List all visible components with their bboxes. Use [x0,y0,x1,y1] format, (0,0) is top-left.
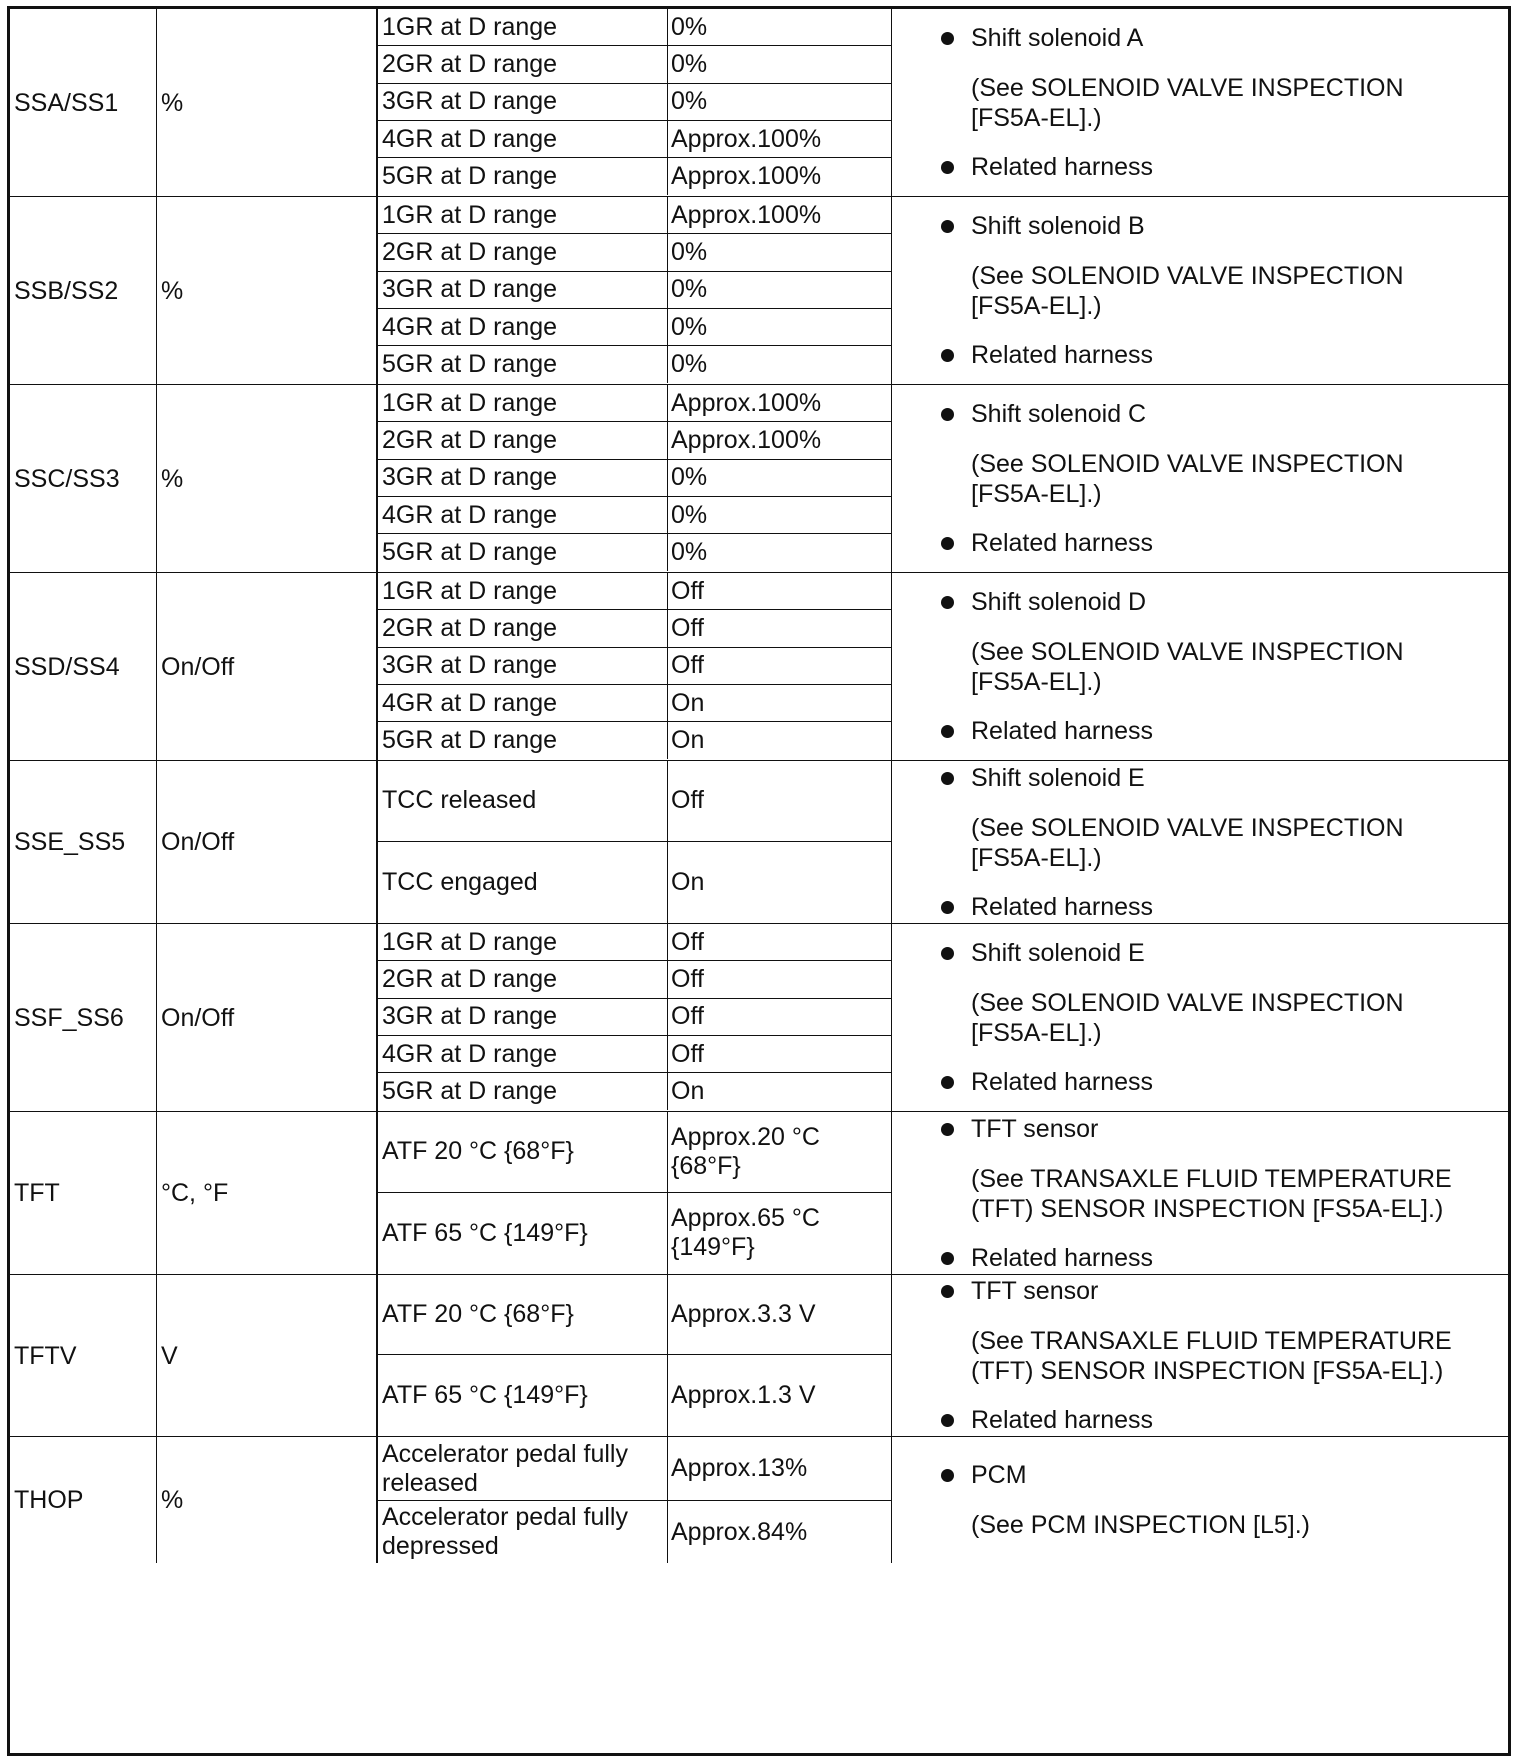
column-divider [667,999,668,1035]
condition-text: 5GR at D range [382,350,558,379]
check-item-cell [892,761,1508,923]
column-divider [667,422,668,458]
condition-row [378,272,892,309]
column-divider [667,385,668,421]
specified-value: Off [671,786,704,815]
condition-row [378,685,892,722]
specified-value: 0% [671,87,708,116]
monitor-item-name: SSD/SS4 [14,652,120,681]
table-row [10,924,1508,1112]
related-harness-text: Related harness [971,341,1154,369]
bullet-icon [941,408,954,421]
column-divider [667,722,668,759]
column-divider [667,197,668,233]
specified-value: Approx.65 °C {149°F} [671,1204,820,1262]
bullet-icon [941,220,954,233]
specified-value: On [671,726,705,755]
related-harness-text: Related harness [971,1068,1154,1096]
column-divider [667,1193,668,1274]
monitor-item-cell [10,1112,157,1274]
condition-text: 4GR at D range [382,1039,558,1068]
monitor-item-cell [10,573,157,760]
specified-value: Approx.1.3 V [671,1380,816,1409]
check-item-list [892,197,1508,384]
column-divider [667,685,668,721]
inspection-reference: (See TRANSAXLE FLUID TEMPERATURE (TFT) SENSOR INSPECTION [FS5A-EL].) [971,1327,1452,1385]
check-bullet-text: Shift solenoid E [971,763,1145,792]
related-harness-text: Related harness [971,1406,1154,1434]
related-harness-item [892,1067,1508,1097]
table-row [10,197,1508,385]
specified-value: Approx.20 °C {68°F} [671,1122,820,1180]
monitor-item-cell [10,1275,157,1436]
unit-cell [157,1275,378,1436]
check-item-cell [892,573,1508,760]
condition-text: 5GR at D range [382,538,558,567]
check-bullet-text: PCM [971,1461,1027,1489]
related-harness-text: Related harness [971,892,1154,921]
condition-text: ATF 20 °C {68°F} [382,1137,574,1166]
unit-cell [157,924,378,1111]
column-divider [667,46,668,82]
related-harness-item [892,716,1508,746]
specified-value: 0% [671,312,708,341]
table-row [10,385,1508,573]
specified-value: 0% [671,275,708,304]
check-item-cell [892,1437,1508,1563]
condition-block [378,924,892,1111]
condition-text: Accelerator pedal fully depressed [382,1503,628,1560]
condition-row [378,84,892,121]
condition-row [378,1501,892,1563]
unit-label: On/Off [161,828,235,856]
condition-text: 4GR at D range [382,500,558,529]
condition-row [378,610,892,647]
column-divider [667,573,668,609]
specified-value: On [671,688,705,717]
condition-block [378,761,892,923]
specified-value: 0% [671,350,708,379]
column-divider [667,9,668,45]
condition-text: 4GR at D range [382,124,558,153]
specified-value: Approx.100% [671,124,822,153]
specified-value: 0% [671,49,708,78]
unit-label: % [161,464,184,493]
inspection-reference: (See PCM INSPECTION [L5].) [971,1511,1310,1539]
condition-text: 2GR at D range [382,237,558,266]
table-row [10,1275,1508,1437]
table-row [10,1437,1508,1563]
monitor-item-name: TFTV [14,1341,77,1370]
monitor-item-name: SSA/SS1 [14,88,119,117]
condition-text: 2GR at D range [382,964,558,993]
unit-label: On/Off [161,1003,235,1032]
related-harness-text: Related harness [971,153,1154,181]
condition-row [378,722,892,759]
unit-label: °C, °F [161,1179,229,1207]
condition-text: 3GR at D range [382,463,558,492]
inspection-reference: (See SOLENOID VALVE INSPECTION [FS5A-EL].) [971,262,1404,320]
condition-row [378,422,892,459]
column-divider [667,1501,668,1563]
specified-value: 0% [671,237,708,266]
monitor-item-cell [10,924,157,1111]
check-bullet-item [892,1114,1508,1144]
monitor-item-cell [10,761,157,923]
table-row [10,9,1508,197]
condition-row [378,961,892,998]
bullet-icon [941,901,954,914]
bullet-icon [941,596,954,609]
unit-label: % [161,88,184,117]
bullet-icon [941,1285,954,1298]
check-item-cell [892,385,1508,572]
unit-cell [157,385,378,572]
condition-row [378,9,892,46]
check-bullet-text: Shift solenoid D [971,588,1147,616]
specified-value: Approx.13% [671,1454,808,1482]
bullet-icon [941,772,954,785]
specified-value: Off [671,576,704,605]
specified-value: Off [671,613,704,642]
condition-row [378,1275,892,1355]
condition-row [378,842,892,923]
condition-text: TCC engaged [382,867,538,896]
monitor-item-name: SSF_SS6 [14,1003,124,1032]
condition-row [378,924,892,961]
condition-text: 5GR at D range [382,162,558,191]
inspection-reference: (See SOLENOID VALVE INSPECTION [FS5A-EL].) [971,74,1404,132]
check-bullet-item [892,1276,1508,1306]
inspection-reference: (See TRANSAXLE FLUID TEMPERATURE (TFT) SENSOR INSPECTION [FS5A-EL].) [971,1164,1452,1223]
column-divider [667,1073,668,1110]
specified-value: 0% [671,500,708,529]
condition-text: ATF 20 °C {68°F} [382,1300,574,1329]
condition-row [378,1073,892,1110]
specified-value: Off [671,1002,704,1031]
monitor-item-cell [10,197,157,384]
related-harness-text: Related harness [971,529,1154,557]
check-bullet-text: Shift solenoid B [971,212,1145,240]
condition-text: 1GR at D range [382,200,558,229]
condition-text: TCC released [382,786,537,815]
column-divider [667,346,668,383]
condition-row [378,761,892,842]
condition-row [378,1036,892,1073]
inspection-reference: (See SOLENOID VALVE INSPECTION [FS5A-EL].) [971,638,1404,696]
check-bullet-item [892,399,1508,429]
specified-value: On [671,867,705,896]
check-bullet-text: TFT sensor [971,1114,1099,1143]
column-divider [667,924,668,960]
bullet-icon [941,1414,954,1427]
condition-block [378,1437,892,1563]
specified-value: 0% [671,538,708,567]
column-divider [667,497,668,533]
bullet-icon [941,161,954,174]
table-row [10,761,1508,924]
condition-row [378,46,892,83]
condition-row [378,234,892,271]
condition-text: 1GR at D range [382,388,558,417]
condition-text: 1GR at D range [382,576,558,605]
bullet-icon [941,725,954,738]
condition-row [378,1437,892,1501]
monitor-item-name: THOP [14,1486,84,1514]
condition-row [378,197,892,234]
monitor-item-name: SSE_SS5 [14,828,126,856]
monitor-item-cell [10,9,157,196]
condition-block [378,1275,892,1436]
bullet-icon [941,1123,954,1136]
condition-text: ATF 65 °C {149°F} [382,1380,588,1409]
check-item-list [892,1275,1508,1436]
monitor-item-cell [10,1437,157,1563]
specified-value: Approx.100% [671,425,822,454]
column-divider [667,84,668,120]
check-item-list [892,1437,1508,1563]
condition-text: 2GR at D range [382,613,558,642]
condition-row [378,999,892,1036]
inspection-reference: (See SOLENOID VALVE INSPECTION [FS5A-EL].) [971,989,1404,1047]
unit-cell [157,197,378,384]
check-item-list [892,1112,1508,1274]
check-bullet-item [892,23,1508,53]
related-harness-item [892,152,1508,182]
column-divider [667,1036,668,1072]
unit-cell [157,1437,378,1563]
condition-row [378,121,892,158]
check-item-list [892,761,1508,923]
specified-value: 0% [671,463,708,492]
condition-row [378,573,892,610]
condition-text: 4GR at D range [382,312,558,341]
specified-value: Approx.3.3 V [671,1300,816,1329]
column-divider [667,460,668,496]
column-divider [667,1275,668,1354]
condition-text: 5GR at D range [382,726,558,755]
check-bullet-item [892,587,1508,617]
check-bullet-text: Shift solenoid E [971,939,1145,967]
check-bullet-item [892,1460,1508,1490]
specified-value: Approx.100% [671,200,822,229]
condition-text: 3GR at D range [382,275,558,304]
condition-block [378,1112,892,1274]
check-bullet-item [892,763,1508,793]
condition-row [378,158,892,195]
column-divider [667,842,668,923]
monitor-item-name: SSB/SS2 [14,276,119,305]
related-harness-text: Related harness [971,717,1154,745]
check-bullet-text: TFT sensor [971,1277,1099,1305]
monitor-item-name: SSC/SS3 [14,464,120,493]
check-item-cell [892,9,1508,196]
related-harness-text: Related harness [971,1243,1154,1272]
column-divider [667,1355,668,1435]
condition-text: Accelerator pedal fully released [382,1439,628,1497]
condition-block [378,197,892,384]
inspection-reference: (See SOLENOID VALVE INSPECTION [FS5A-EL].) [971,450,1404,508]
condition-text: 3GR at D range [382,651,558,680]
condition-text: 2GR at D range [382,49,558,78]
condition-row [378,309,892,346]
condition-row [378,648,892,685]
unit-cell [157,573,378,760]
unit-cell [157,761,378,923]
related-harness-item [892,1405,1508,1435]
condition-row [378,460,892,497]
related-harness-item [892,528,1508,558]
related-harness-item [892,892,1508,922]
bullet-icon [941,947,954,960]
check-item-cell [892,197,1508,384]
condition-text: 4GR at D range [382,688,558,717]
condition-text: 3GR at D range [382,87,558,116]
specified-value: Approx.100% [671,162,822,191]
monitor-item-cell [10,385,157,572]
check-item-list [892,385,1508,572]
table-row [10,1112,1508,1275]
condition-text: 5GR at D range [382,1077,558,1106]
specified-value: Off [671,964,704,993]
unit-cell [157,9,378,196]
unit-label: On/Off [161,652,235,681]
bullet-icon [941,349,954,362]
condition-row [378,385,892,422]
unit-label: % [161,276,184,305]
unit-cell [157,1112,378,1274]
specified-value: 0% [671,12,708,41]
related-harness-item [892,1243,1508,1273]
column-divider [667,121,668,157]
condition-block [378,9,892,196]
condition-row [378,534,892,571]
column-divider [667,158,668,195]
column-divider [667,648,668,684]
condition-block [378,573,892,760]
condition-row [378,497,892,534]
check-item-cell [892,924,1508,1111]
check-item-cell [892,1112,1508,1274]
column-divider [667,534,668,571]
specified-value: Off [671,651,704,680]
column-divider [667,761,668,841]
check-bullet-text: Shift solenoid A [971,24,1144,52]
condition-block [378,385,892,572]
inspection-reference: (See SOLENOID VALVE INSPECTION [FS5A-EL].) [971,813,1404,872]
specified-value: Approx.100% [671,388,822,417]
bullet-icon [941,1252,954,1265]
column-divider [667,272,668,308]
condition-row [378,1193,892,1274]
column-divider [667,610,668,646]
table-row [10,573,1508,761]
condition-text: 1GR at D range [382,12,558,41]
condition-text: 3GR at D range [382,1002,558,1031]
specified-value: Approx.84% [671,1517,808,1546]
inspection-table [7,6,1511,1756]
column-divider [667,961,668,997]
check-item-list [892,9,1508,196]
check-item-list [892,573,1508,760]
related-harness-item [892,340,1508,370]
condition-row [378,1112,892,1193]
column-divider [667,1112,668,1192]
bullet-icon [941,1469,954,1482]
condition-text: ATF 65 °C {149°F} [382,1218,588,1247]
check-item-cell [892,1275,1508,1436]
monitor-item-name: TFT [14,1179,60,1207]
check-bullet-item [892,211,1508,241]
condition-row [378,346,892,383]
condition-row [378,1355,892,1435]
bullet-icon [941,32,954,45]
check-bullet-item [892,938,1508,968]
unit-label: % [161,1486,184,1514]
check-bullet-text: Shift solenoid C [971,400,1147,428]
specified-value: On [671,1077,705,1106]
specified-value: Off [671,927,704,956]
condition-text: 2GR at D range [382,425,558,454]
specified-value: Off [671,1039,704,1068]
column-divider [667,1437,668,1500]
column-divider [667,309,668,345]
condition-text: 1GR at D range [382,927,558,956]
unit-label: V [161,1341,178,1370]
column-divider [667,234,668,270]
check-item-list [892,924,1508,1111]
bullet-icon [941,1076,954,1089]
bullet-icon [941,537,954,550]
